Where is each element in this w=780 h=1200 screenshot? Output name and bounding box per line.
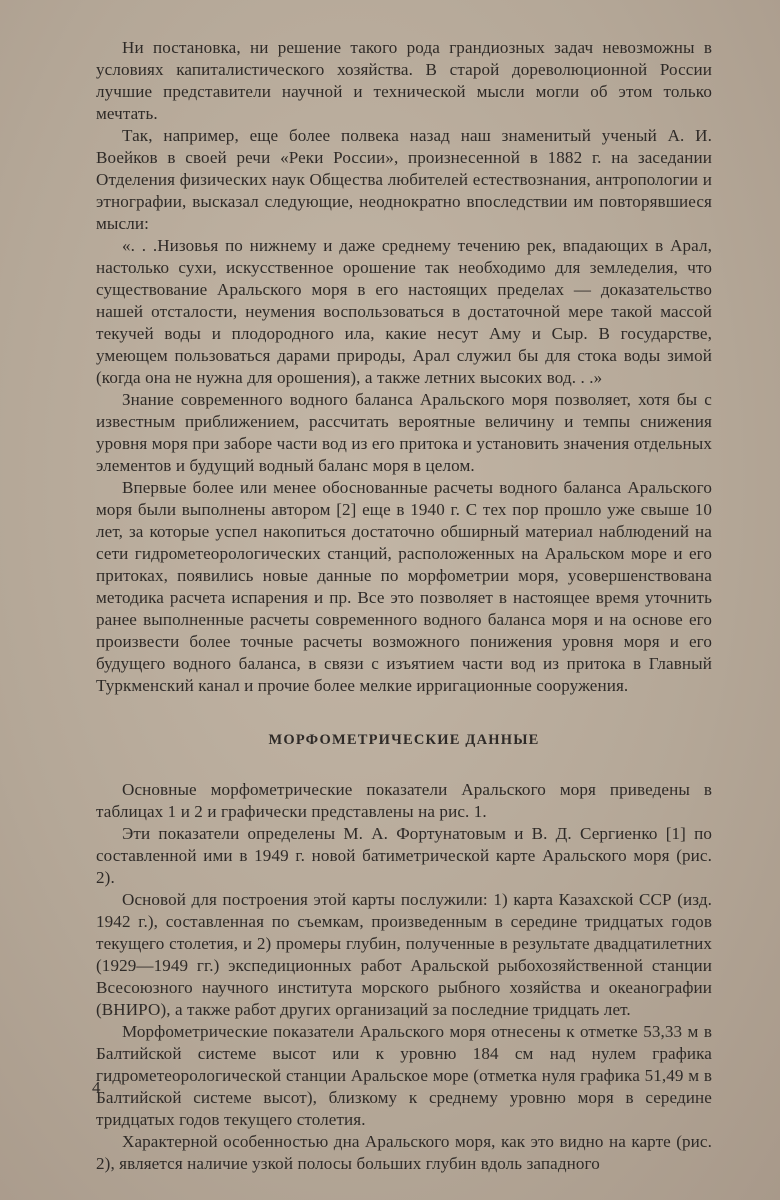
paragraph: Эти показатели определены М. А. Фортунатовым и В. Д. Сергиенко [1] по составленной ими в 1949 г. новой батиметрической карте Аральского моря (рис. 2). — [96, 824, 712, 887]
section-heading: МОРФОМЕТРИЧЕСКИЕ ДАННЫЕ — [268, 732, 540, 748]
paragraph: Морфометрические показатели Аральского моря отнесены к отметке 53,33 м в Балтийской системе высот или к уровню 184 см над нулем графика гидрометеорологической станции Аральское море (отметка нуля графика 51,49 м в Балтийской системе высот), близкому к среднему уровню моря в середине тридцатых годов текущего столетия. — [96, 1022, 712, 1129]
paragraph: Так, например, еще более полвека назад наш знаменитый ученый А. И. Воейков в своей речи «Реки России», произнесенной в 1882 г. на заседании Отделения физических наук Общества любителей естествознания, антропологии и этнографии, высказал следующие, неоднократно впоследствии им повторявшиеся мысли: — [96, 126, 712, 233]
paragraph: Основой для построения этой карты послужили: 1) карта Казахской ССР (изд. 1942 г.), составленная по съемкам, произведенным в середине тридцатых годов текущего столетия, и 2) промеры глубин, полученные в результате двадцатилетних (1929—1949 гг.) экспедиционных работ Аральской рыбохозяйственной станции Всесоюзного научного института морского рыбного хозяйства и океанографии (ВНИРО), а также работ других организаций за последние тридцать лет. — [96, 890, 712, 1019]
quotation-paragraph: «. . .Низовья по нижнему и даже среднему течению рек, впадающих в Арал, настолько сухи, искусственное орошение так необходимо для земледелия, что существование Аральского моря в его настоящих пределах — доказательство нашей отсталости, неумения воспользоваться в достаточной мере такой массой текучей воды и плодородного ила, какие несут Аму и Сыр. В государстве, умеющем пользоваться дарами природы, Арал служил бы для стока воды зимой (когда она не нужна для орошения), а также летних высоких вод. . .» — [96, 236, 712, 387]
paragraph: Характерной особенностью дна Аральского моря, как это видно на карте (рис. 2), является наличие узкой полосы больших глубин вдоль западного — [96, 1132, 712, 1173]
page-number: 4 — [92, 1078, 101, 1097]
paragraph: Основные морфометрические показатели Аральского моря приведены в таблицах 1 и 2 и графически представлены на рис. 1. — [96, 780, 712, 821]
text-column — [96, 37, 712, 1175]
paragraph: Впервые более или менее обоснованные расчеты водного баланса Аральского моря были выполнены автором [2] еще в 1940 г. С тех пор прошло уже свыше 10 лет, за которые успел накопиться достаточно обширный материал наблюдений на сети гидрометеорологических станций, расположенных на Аральском море и его притоках, появились новые данные по морфометрии моря, усовершенствована методика расчета испарения и пр. Все это позволяет в настоящее время уточнить ранее выполненные расчеты современного водного баланса моря и на основе его произвести более точные расчеты возможного понижения уровня моря и его будущего водного баланса, в связи с изъятием части вод из притока в Главный Туркменский канал и прочие более мелкие ирригационные сооружения. — [96, 478, 712, 695]
paragraph: Ни постановка, ни решение такого рода грандиозных задач невозможны в условиях капиталистического хозяйства. В старой дореволюционной России лучшие представители научной и технической мысли могли об этом только мечтать. — [96, 38, 712, 123]
paragraph: Знание современного водного баланса Аральского моря позволяет, хотя бы с известным приближением, рассчитать вероятные величину и темпы снижения уровня моря при заборе части вод из его притока и установить значения отдельных элементов и будущий водный баланс моря в целом. — [96, 390, 712, 475]
